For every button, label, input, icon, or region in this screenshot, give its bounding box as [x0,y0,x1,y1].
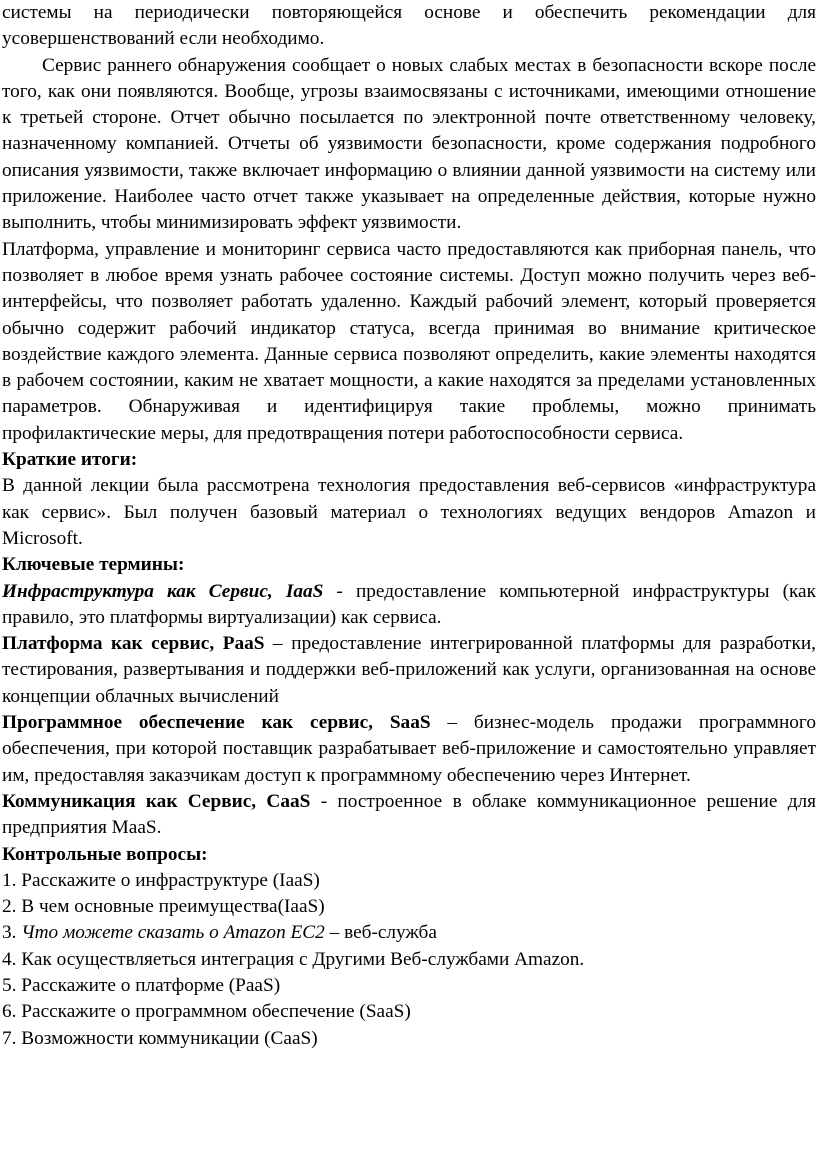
summary-text: В данной лекции была рассмотрена технология предоставления веб-сервисов «инфраструктура как сервис». Был получен базовый материал о технологиях ведущих вендоров Amazon и Microsoft. [2,475,816,549]
terms-heading: Ключевые термины: [2,554,185,576]
term-caas-name: Коммуникация как Сервис, CaaS [2,790,311,812]
question-3 [2,920,816,946]
question-3-number: 3. [2,922,22,944]
question-1: 1. Расскажите о инфраструктуре (IaaS) [2,869,320,891]
question-3-italic: Что можете сказать о Amazon EC2 [21,922,325,944]
term-paas-definition: – предоставление интегрированной платформы для разработки, тестирования, развертывания и поддержки веб-приложений как услуги, организованная на основе концепции облачных вычислений [2,633,816,707]
term-iaas-definition: - предоставление компьютерной инфраструктуры (как правило, это платформы виртуализации) как сервиса. [2,580,816,628]
term-saas-definition: – бизнес-модель продажи программного обеспечения, при которой поставщик разрабатывает веб-приложение и самостоятельно управляет им, предоставляя заказчикам доступ к программному обеспечению через Интернет. [2,712,816,786]
summary-heading: Краткие итоги: [2,449,138,471]
paragraph-platform-monitoring: Платформа, управление и мониторинг сервиса часто предоставляются как приборная панель, что позволяет в любое время узнать рабочее состояние системы. Доступ можно получить через веб-интерфейсы, что позволяет работать удаленно. Каждый рабочий элемент, который проверяется обычно содержит рабочий индикатор статуса, всегда принимая во внимание критическое воздействие каждого элемента. Данные сервиса позволяют определить, какие элементы находятся в рабочем состоянии, каким не хватает мощности, а какие находятся за пределами установленных параметров. Обнаруживая и идентифицируя такие проблемы, можно принимать профилактические меры, для предотвращения потери работоспособности сервиса. [2,238,816,444]
question-5: 5. Расскажите о платформе (PaaS) [2,974,281,996]
term-caas-definition: - построенное в облаке коммуникационное решение для предприятия MaaS. [2,790,816,839]
question-7: 7. Возможности коммуникации (CaaS) [2,1027,318,1049]
term-saas [2,710,816,789]
paragraph-intro-continuation: системы на периодически повторяющейся основе и обеспечить рекомендации для усовершенствований если необходимо. [2,2,816,50]
question-4: 4. Как осуществляеться интеграция с Другими Веб-службами Amazon. [2,948,585,970]
question-2: 2. В чем основные преимущества(IaaS) [2,896,325,918]
term-iaas [2,579,816,632]
term-paas-name: Платформа как сервис, PaaS [2,633,265,655]
question-3-rest: – веб-служба [324,922,437,944]
questions-heading: Контрольные вопросы: [2,843,208,865]
paragraph-early-detection: Сервис раннего обнаружения сообщает о новых слабых местах в безопасности вскоре после того, как они появляются. Вообще, угрозы взаимосвязаны с источниками, имеющими отношение к третьей стороне. Отчет обычно посылается по электронной почте ответственному человеку, назначенному компанией. Отчеты об уязвимости безопасности, кроме содержания подробного описания уязвимости, также включает информацию о влиянии данной уязвимости на систему или приложение. Наиболее часто отчет также указывает на определенные действия, которые нужно выполнить, чтобы минимизировать эффект уязвимости. [2,54,816,234]
term-iaas-name: Инфраструктура как Сервис, IaaS [2,580,324,602]
question-6: 6. Расскажите о программном обеспечение (SaaS) [2,1001,411,1023]
term-caas [2,789,816,842]
term-paas [2,631,816,710]
term-saas-name: Программное обеспечение как сервис, SaaS [2,712,431,734]
